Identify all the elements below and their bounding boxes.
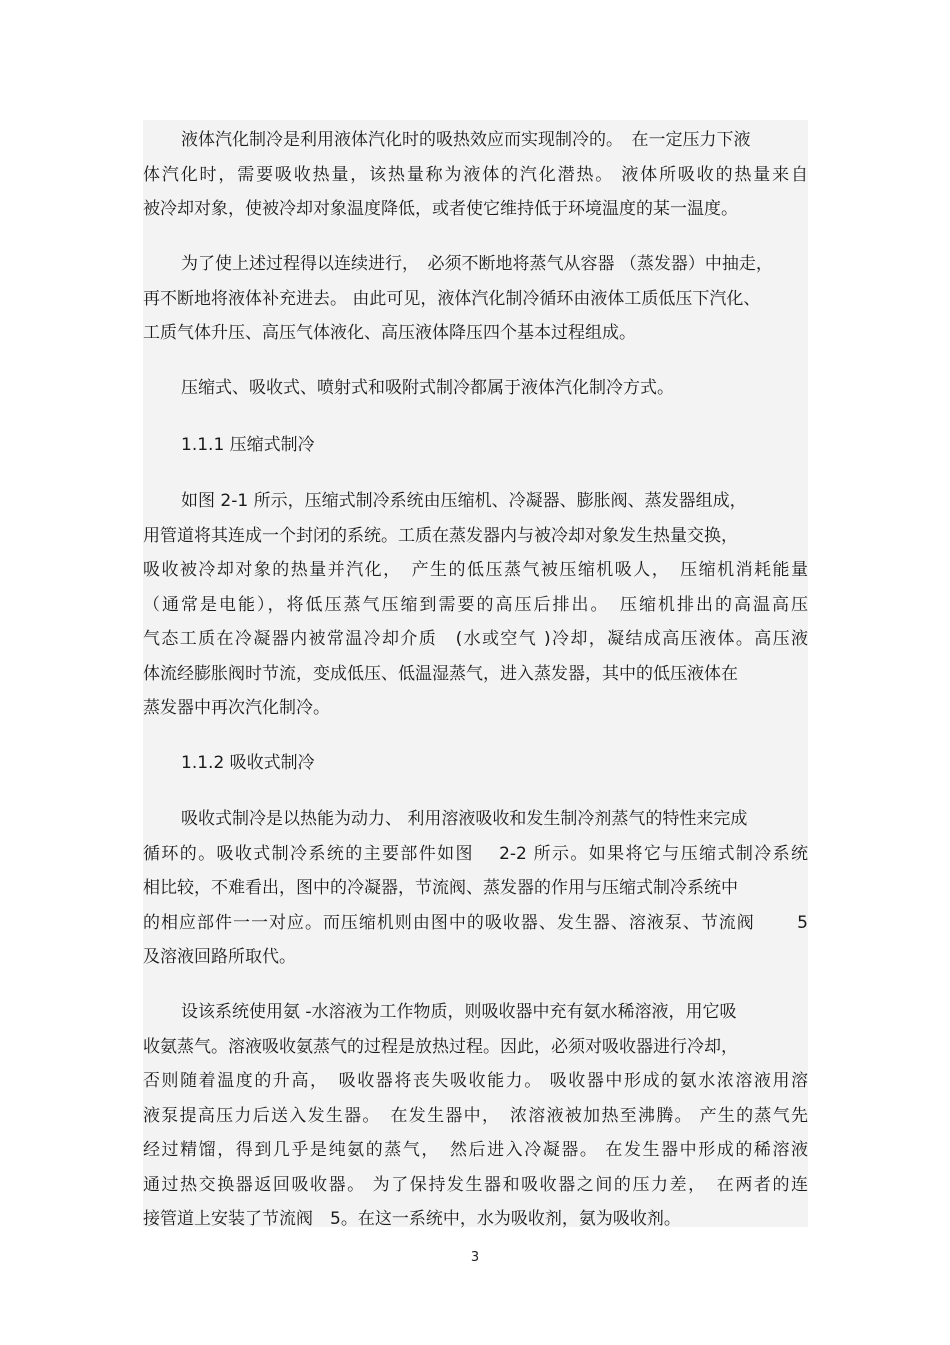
section-heading-compression: 1.1.1 压缩式制冷 (181, 435, 315, 455)
text-line: 体流经膨胀阀时节流，变成低压、低温湿蒸气，进入蒸发器，其中的低压液体在 (143, 663, 738, 684)
text-line: （通常是电能），将低压蒸气压缩到需要的高压后排出。 压缩机排出的高温高压 (143, 594, 808, 615)
text-line: 蒸发器中再次汽化制冷。 (143, 698, 330, 718)
text-line: 液体汽化制冷是利用液体汽化时的吸热效应而实现制冷的。 在一定压力下液 (181, 130, 751, 150)
section-heading-absorption: 1.1.2 吸收式制冷 (181, 753, 315, 773)
text-line: 循环的。吸收式制冷系统的主要部件如图 2-2 所示。如果将它与压缩式制冷系统 (143, 843, 808, 864)
text-line: 压缩式、吸收式、喷射式和吸附式制冷都属于液体汽化制冷方式。 (181, 378, 674, 398)
paragraph-liquid-vaporization (143, 123, 808, 227)
text-line: 被冷却对象，使被冷却对象温度降低，或者使它维持低于环境温度的某一温度。 (143, 199, 738, 219)
text-line: 体汽化时，需要吸收热量，该热量称为液体的汽化潜热。 液体所吸收的热量来自 (143, 164, 808, 185)
paragraph-continuous-process (143, 247, 808, 351)
text-line: 通过热交换器返回吸收器。 为了保持发生器和吸收器之间的压力差， 在两者的连 (143, 1174, 808, 1195)
text-line: 相比较，不难看出，图中的冷凝器，节流阀、蒸发器的作用与压缩式制冷系统中 (143, 878, 738, 898)
text-line: 收氨蒸气。溶液吸收氨蒸气的过程是放热过程。因此，必须对吸收器进行冷却， (143, 1036, 738, 1057)
paragraph-absorption-system (143, 802, 808, 975)
paragraph-compression-system (143, 484, 808, 726)
text-line: 接管道上安装了节流阀 5。在这一系统中，水为吸收剂，氨为吸收剂。 (143, 1209, 681, 1229)
text-line: 用管道将其连成一个封闭的系统。工质在蒸发器内与被冷却对象发生热量交换， (143, 525, 738, 546)
text-line: 设该系统使用氨 -水溶液为工作物质，则吸收器中充有氨水稀溶液，用它吸 (181, 1002, 737, 1022)
text-line: 吸收被冷却对象的热量并汽化， 产生的低压蒸气被压缩机吸人， 压缩机消耗能量 (143, 560, 808, 580)
text-line: 液泵提高压力后送入发生器。 在发生器中， 浓溶液被加热至沸腾。 产生的蒸气先 (143, 1105, 808, 1126)
text-line: 工质气体升压、高压气体液化、高压液体降压四个基本过程组成。 (143, 323, 636, 343)
document-body (143, 120, 808, 1227)
text-line: 及溶液回路所取代。 (143, 947, 296, 967)
text-line: 为了使上述过程得以连续进行， 必须不断地将蒸气从容器 （蒸发器）中抽走， (181, 254, 773, 274)
text-line: 再不断地将液体补充进去。 由此可见，液体汽化制冷循环由液体工质低压下汽化、 (143, 288, 761, 309)
text-line: 吸收式制冷是以热能为动力、 利用溶液吸收和发生制冷剂蒸气的特性来完成 (181, 809, 748, 829)
text-line: 气态工质在冷凝器内被常温冷却介质 (水或空气 )冷却，凝结成高压液体。高压液 (143, 629, 808, 649)
text-line: 如图 2-1 所示，压缩式制冷系统由压缩机、冷凝器、膨胀阀、蒸发器组成， (181, 491, 747, 511)
text-line: 否则随着温度的升高， 吸收器将丧失吸收能力。 吸收器中形成的氨水浓溶液用溶 (143, 1071, 808, 1091)
paragraph-ammonia-water (143, 995, 808, 1237)
text-line: 经过精馏，得到几乎是纯氨的蒸气， 然后进入冷凝器。 在发生器中形成的稀溶液 (143, 1140, 808, 1160)
paragraph-refrigeration-methods (143, 371, 808, 406)
page-number: 3 (470, 1250, 480, 1265)
text-line: 的相应部件一一对应。而压缩机则由图中的吸收器、发生器、溶液泵、节流阀 5 (143, 912, 808, 933)
